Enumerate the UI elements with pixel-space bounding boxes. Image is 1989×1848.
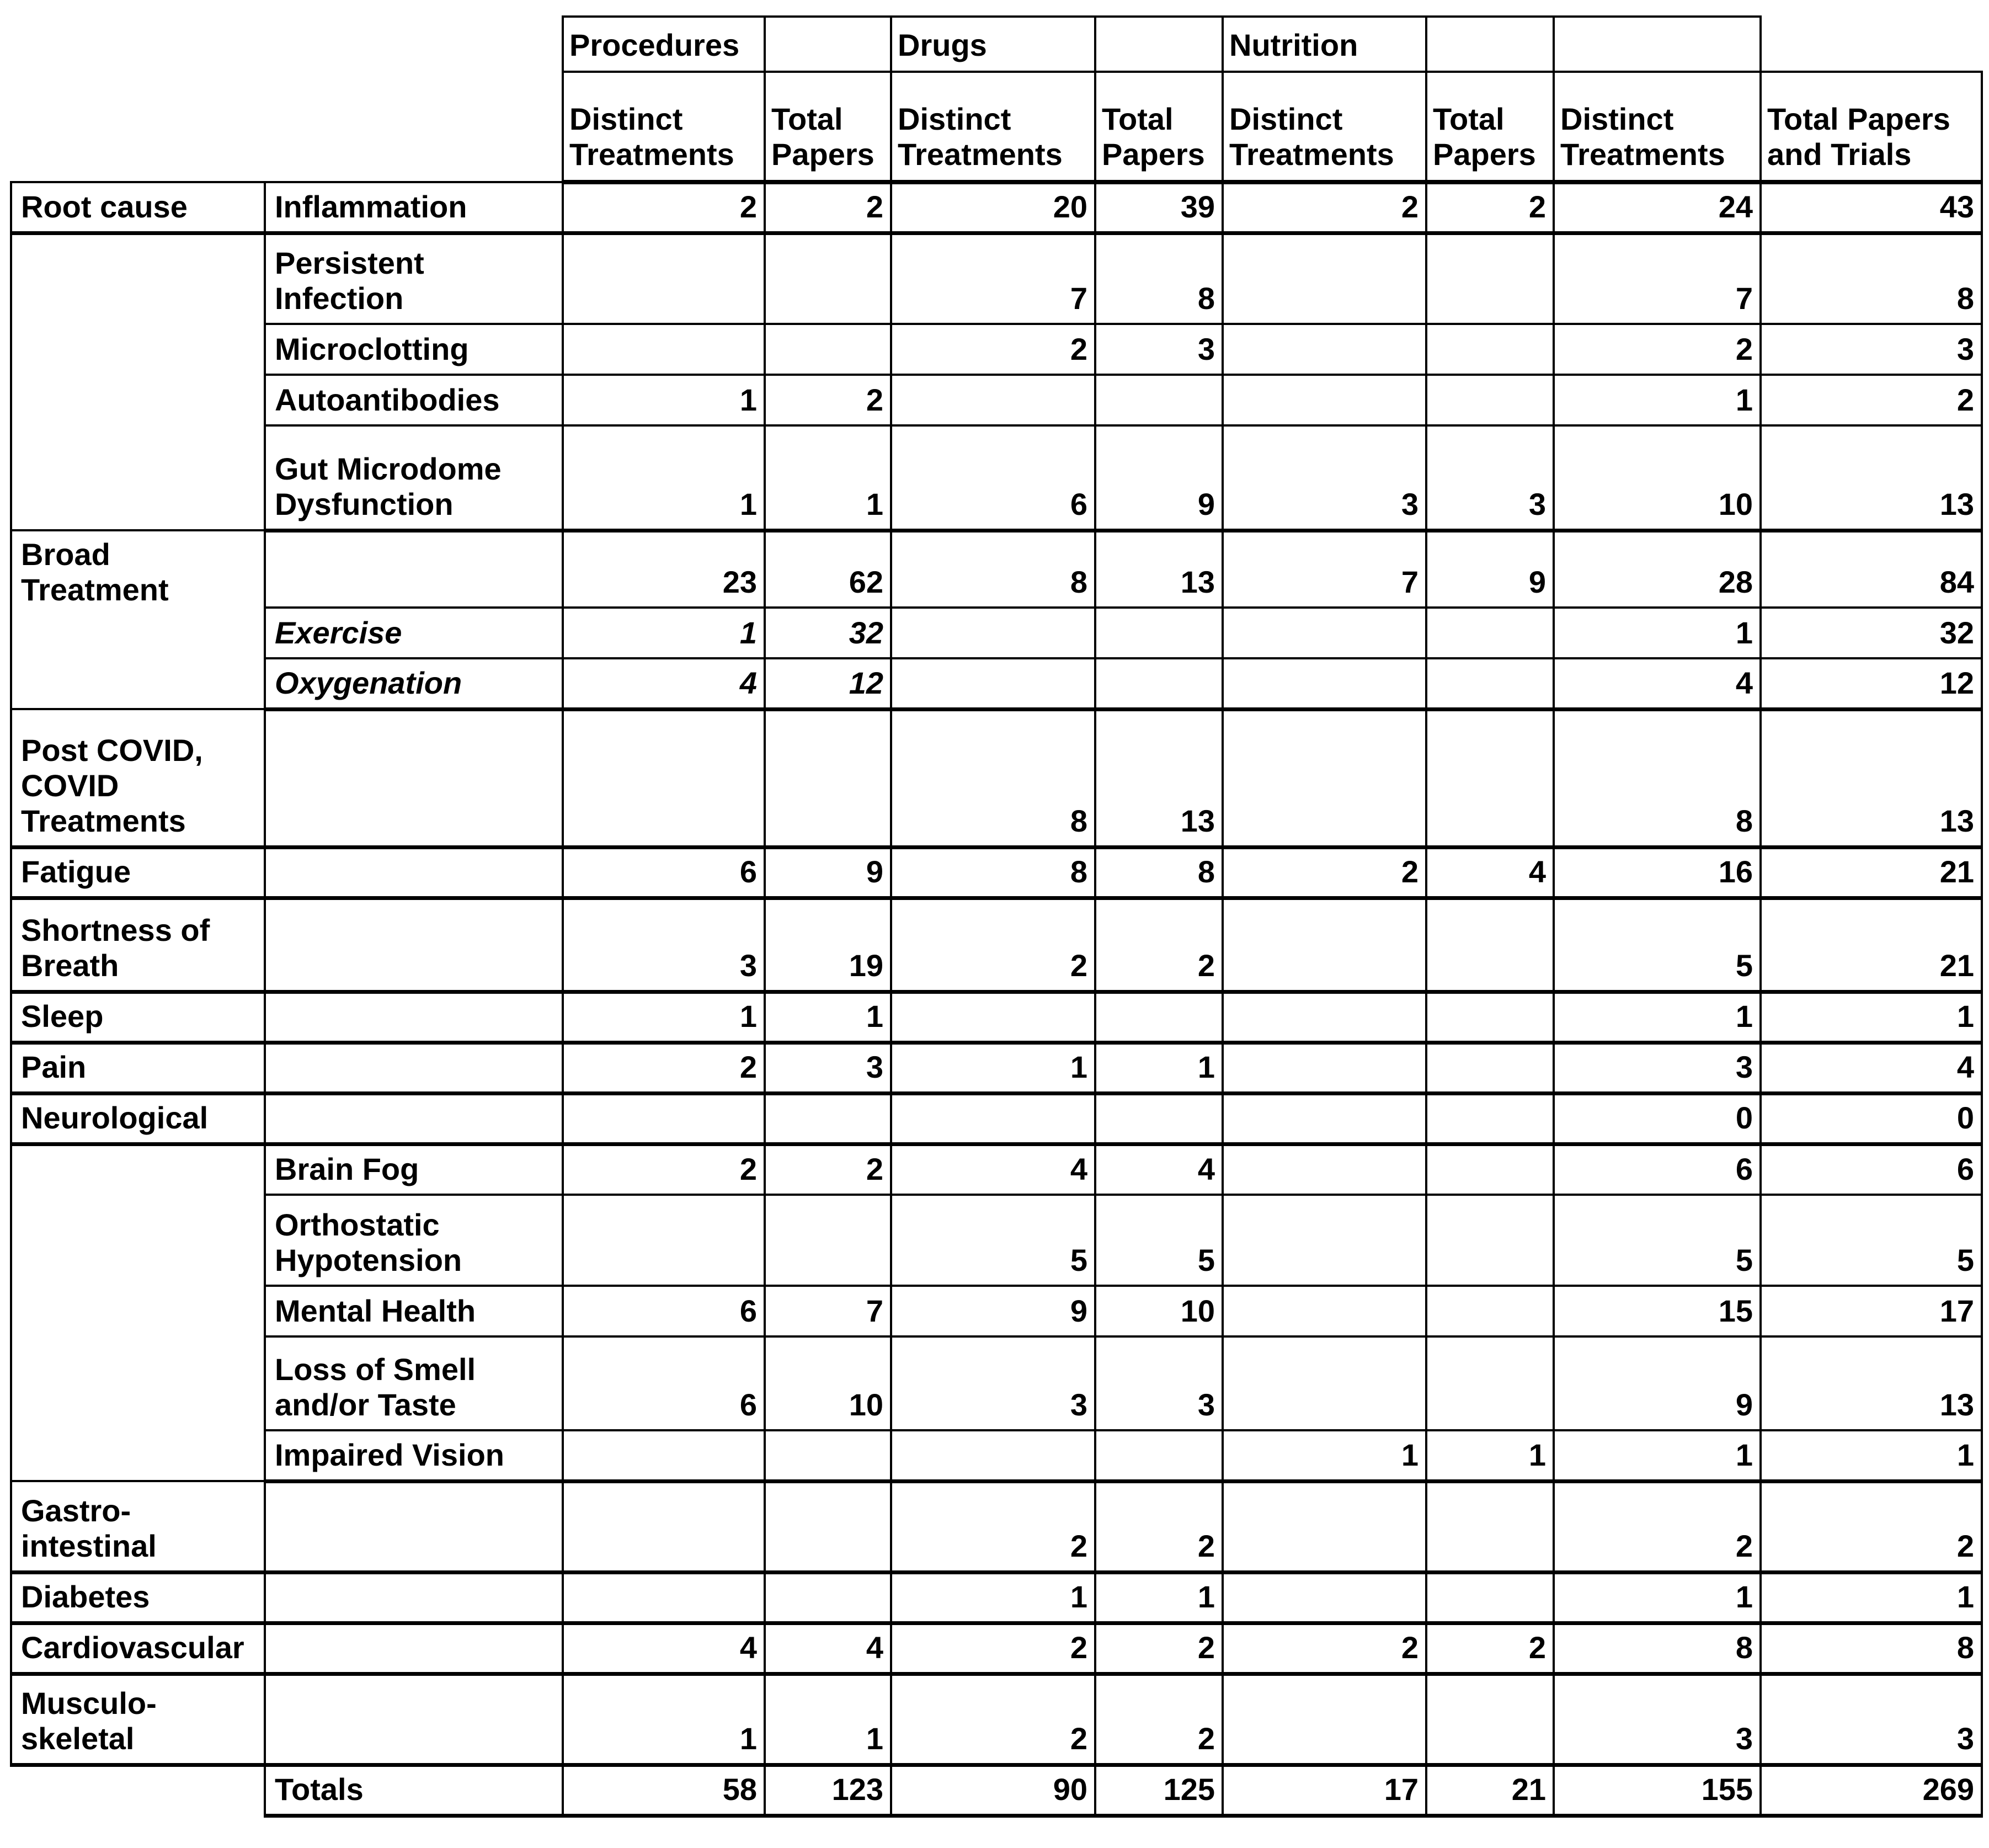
col-header-drugs-total: Total Papers [1095, 72, 1223, 182]
total-value-cell: 58 [563, 1765, 765, 1815]
value-cell: 9 [891, 1286, 1095, 1336]
category-cell: Root cause [11, 182, 265, 233]
col-group-spacer [1095, 17, 1223, 72]
value-cell: 10 [765, 1336, 891, 1430]
treatments-summary-table [10, 15, 1983, 1818]
value-cell: 43 [1761, 182, 1982, 233]
value-cell: 2 [1095, 1674, 1223, 1765]
col-group-spacer [1426, 17, 1554, 72]
value-cell [1223, 1286, 1426, 1336]
total-value-cell: 155 [1554, 1765, 1761, 1815]
subcategory-cell: Orthostatic Hypotension [265, 1195, 563, 1286]
value-cell: 2 [1761, 1481, 1982, 1572]
value-cell [1223, 608, 1426, 658]
col-group-procedures: Procedures [563, 17, 765, 72]
value-cell [1223, 324, 1426, 375]
table-row [11, 324, 1982, 375]
value-cell [1426, 1093, 1554, 1144]
value-cell: 5 [1554, 898, 1761, 992]
subcategory-cell: Impaired Vision [265, 1430, 563, 1481]
value-cell [1426, 1336, 1554, 1430]
col-header-drugs-distinct: Distinct Treatments [891, 72, 1095, 182]
value-cell [563, 1572, 765, 1623]
value-cell [1095, 608, 1223, 658]
value-cell: 3 [1761, 324, 1982, 375]
value-cell: 6 [563, 1286, 765, 1336]
category-cell: Sleep [11, 992, 265, 1042]
table-row [11, 1195, 1982, 1286]
value-cell [1223, 1195, 1426, 1286]
value-cell: 2 [1426, 182, 1554, 233]
table-row [11, 1336, 1982, 1430]
value-cell [1223, 375, 1426, 425]
subcategory-cell: Autoantibodies [265, 375, 563, 425]
value-cell: 8 [1554, 1623, 1761, 1674]
subcategory-cell [265, 1674, 563, 1765]
subcategory-cell [265, 992, 563, 1042]
value-cell: 1 [1223, 1430, 1426, 1481]
col-group-spacer [1554, 17, 1761, 72]
value-cell [891, 1430, 1095, 1481]
subcategory-cell [265, 1481, 563, 1572]
value-cell: 10 [1095, 1286, 1223, 1336]
value-cell: 9 [765, 847, 891, 898]
table-row [11, 530, 1982, 608]
table-row [11, 1144, 1982, 1195]
value-cell: 17 [1761, 1286, 1982, 1336]
subcategory-cell: Inflammation [265, 182, 563, 233]
value-cell [1223, 1144, 1426, 1195]
empty-corner-cell [11, 17, 265, 72]
value-cell: 10 [1554, 425, 1761, 530]
value-cell [1223, 233, 1426, 324]
value-cell: 2 [1223, 182, 1426, 233]
value-cell: 13 [1761, 1336, 1982, 1430]
value-cell: 8 [891, 847, 1095, 898]
value-cell [1223, 1042, 1426, 1093]
value-cell: 8 [1761, 1623, 1982, 1674]
header-row-groups [11, 17, 1982, 72]
subcategory-cell [265, 1623, 563, 1674]
value-cell: 8 [1761, 233, 1982, 324]
value-cell [1426, 375, 1554, 425]
value-cell [1095, 1430, 1223, 1481]
subcategory-cell [265, 1093, 563, 1144]
subcategory-cell [265, 709, 563, 847]
value-cell [1223, 1093, 1426, 1144]
col-group-nutrition: Nutrition [1223, 17, 1426, 72]
category-cell: Shortness of Breath [11, 898, 265, 992]
value-cell [1095, 375, 1223, 425]
subcategory-cell [265, 530, 563, 608]
table-row [11, 709, 1982, 847]
total-value-cell: 123 [765, 1765, 891, 1815]
subcategory-cell: Oxygenation [265, 658, 563, 709]
value-cell: 3 [891, 1336, 1095, 1430]
value-cell: 1 [563, 425, 765, 530]
value-cell: 2 [1095, 1481, 1223, 1572]
value-cell [1223, 709, 1426, 847]
subcategory-cell: Brain Fog [265, 1144, 563, 1195]
value-cell [563, 324, 765, 375]
value-cell: 21 [1761, 898, 1982, 992]
value-cell: 2 [1095, 1623, 1223, 1674]
value-cell: 13 [1095, 709, 1223, 847]
value-cell: 3 [1223, 425, 1426, 530]
value-cell: 12 [1761, 658, 1982, 709]
value-cell: 2 [1223, 847, 1426, 898]
value-cell [891, 658, 1095, 709]
table-row [11, 847, 1982, 898]
value-cell: 1 [1554, 375, 1761, 425]
value-cell: 2 [765, 182, 891, 233]
col-header-nutrition-total: Total Papers [1426, 72, 1554, 182]
value-cell: 20 [891, 182, 1095, 233]
value-cell: 5 [1761, 1195, 1982, 1286]
value-cell [765, 1093, 891, 1144]
value-cell [1223, 1674, 1426, 1765]
table-row [11, 233, 1982, 324]
value-cell [891, 608, 1095, 658]
value-cell: 7 [1223, 530, 1426, 608]
value-cell [1223, 898, 1426, 992]
value-cell: 2 [891, 1674, 1095, 1765]
value-cell: 2 [563, 182, 765, 233]
subcategory-cell [265, 847, 563, 898]
table-row [11, 1042, 1982, 1093]
value-cell: 2 [563, 1144, 765, 1195]
value-cell [1426, 1195, 1554, 1286]
value-cell: 62 [765, 530, 891, 608]
value-cell: 19 [765, 898, 891, 992]
subcategory-cell [265, 1572, 563, 1623]
subcategory-cell: Gut Microdome Dysfunction [265, 425, 563, 530]
value-cell: 1 [563, 1674, 765, 1765]
value-cell: 1 [1761, 1572, 1982, 1623]
col-header-procedures-distinct: Distinct Treatments [563, 72, 765, 182]
value-cell: 1 [1426, 1430, 1554, 1481]
value-cell: 24 [1554, 182, 1761, 233]
table-row [11, 1674, 1982, 1765]
value-cell: 1 [1095, 1572, 1223, 1623]
value-cell [765, 1430, 891, 1481]
value-cell: 8 [1095, 847, 1223, 898]
value-cell [1426, 658, 1554, 709]
value-cell [1426, 233, 1554, 324]
value-cell [1223, 1572, 1426, 1623]
value-cell: 8 [1095, 233, 1223, 324]
value-cell [1223, 1336, 1426, 1430]
value-cell [1426, 1481, 1554, 1572]
value-cell: 13 [1761, 425, 1982, 530]
value-cell: 2 [563, 1042, 765, 1093]
empty-corner-cell [1761, 17, 1982, 72]
table-row [11, 1286, 1982, 1336]
category-cell: Gastro-intestinal [11, 1481, 265, 1572]
value-cell [563, 1093, 765, 1144]
category-cell: Musculo-skeletal [11, 1674, 265, 1765]
value-cell: 13 [1761, 709, 1982, 847]
value-cell [765, 709, 891, 847]
value-cell: 6 [563, 847, 765, 898]
category-cell: Broad Treatment [11, 530, 265, 709]
value-cell: 3 [765, 1042, 891, 1093]
col-header-nutrition-distinct: Distinct Treatments [1223, 72, 1426, 182]
value-cell [891, 992, 1095, 1042]
value-cell: 9 [1426, 530, 1554, 608]
value-cell: 5 [1095, 1195, 1223, 1286]
value-cell [765, 324, 891, 375]
col-header-overall-total: Total Papers and Trials [1761, 72, 1982, 182]
table-row [11, 992, 1982, 1042]
value-cell: 1 [1554, 1572, 1761, 1623]
value-cell: 1 [1761, 992, 1982, 1042]
value-cell: 1 [891, 1572, 1095, 1623]
value-cell: 1 [1554, 1430, 1761, 1481]
category-cell: Fatigue [11, 847, 265, 898]
value-cell: 16 [1554, 847, 1761, 898]
value-cell [1426, 1144, 1554, 1195]
value-cell: 2 [765, 375, 891, 425]
value-cell: 4 [1426, 847, 1554, 898]
value-cell: 39 [1095, 182, 1223, 233]
value-cell [563, 709, 765, 847]
col-header-procedures-total: Total Papers [765, 72, 891, 182]
value-cell: 2 [891, 1623, 1095, 1674]
empty-corner-cell [11, 72, 265, 182]
table-row [11, 425, 1982, 530]
value-cell: 3 [563, 898, 765, 992]
value-cell: 1 [765, 425, 891, 530]
category-cell: Post COVID, COVID Treatments [11, 709, 265, 847]
value-cell: 21 [1761, 847, 1982, 898]
subcategory-cell: Mental Health [265, 1286, 563, 1336]
value-cell: 3 [1761, 1674, 1982, 1765]
value-cell [765, 233, 891, 324]
empty-corner-cell [265, 72, 563, 182]
value-cell: 1 [1554, 992, 1761, 1042]
value-cell: 8 [891, 709, 1095, 847]
total-value-cell: 269 [1761, 1765, 1982, 1815]
value-cell [1426, 1674, 1554, 1765]
value-cell [1426, 709, 1554, 847]
subcategory-cell: Microclotting [265, 324, 563, 375]
table-row [11, 1430, 1982, 1481]
value-cell: 5 [891, 1195, 1095, 1286]
value-cell: 6 [563, 1336, 765, 1430]
value-cell: 1 [1554, 608, 1761, 658]
subcategory-cell: Persistent Infection [265, 233, 563, 324]
value-cell: 3 [1554, 1674, 1761, 1765]
value-cell: 2 [891, 324, 1095, 375]
col-header-overall-distinct: Distinct Treatments [1554, 72, 1761, 182]
value-cell: 1 [891, 1042, 1095, 1093]
value-cell: 3 [1095, 1336, 1223, 1430]
value-cell: 1 [765, 1674, 891, 1765]
value-cell: 6 [1554, 1144, 1761, 1195]
value-cell: 23 [563, 530, 765, 608]
table-row [11, 898, 1982, 992]
value-cell [765, 1195, 891, 1286]
category-cell [11, 233, 265, 530]
value-cell: 1 [563, 992, 765, 1042]
subcategory-cell [265, 1042, 563, 1093]
category-cell: Diabetes [11, 1572, 265, 1623]
total-value-cell: 17 [1223, 1765, 1426, 1815]
value-cell: 4 [1761, 1042, 1982, 1093]
value-cell [1426, 992, 1554, 1042]
value-cell: 4 [765, 1623, 891, 1674]
value-cell: 13 [1095, 530, 1223, 608]
value-cell [1426, 1286, 1554, 1336]
table-row [11, 1572, 1982, 1623]
value-cell: 2 [1223, 1623, 1426, 1674]
value-cell: 2 [1554, 1481, 1761, 1572]
value-cell [1095, 992, 1223, 1042]
value-cell: 2 [891, 898, 1095, 992]
value-cell: 7 [891, 233, 1095, 324]
value-cell: 4 [1095, 1144, 1223, 1195]
value-cell: 3 [1095, 324, 1223, 375]
subcategory-cell: Exercise [265, 608, 563, 658]
table-row [11, 1093, 1982, 1144]
value-cell: 28 [1554, 530, 1761, 608]
total-value-cell: 90 [891, 1765, 1095, 1815]
value-cell: 2 [1554, 324, 1761, 375]
value-cell: 2 [1095, 898, 1223, 992]
category-cell [11, 1144, 265, 1481]
category-cell: Cardiovascular [11, 1623, 265, 1674]
value-cell: 8 [891, 530, 1095, 608]
value-cell [563, 1195, 765, 1286]
value-cell: 7 [1554, 233, 1761, 324]
value-cell [891, 1093, 1095, 1144]
value-cell: 4 [1554, 658, 1761, 709]
value-cell [1095, 1093, 1223, 1144]
value-cell: 6 [1761, 1144, 1982, 1195]
value-cell [1426, 608, 1554, 658]
header-row-columns [11, 72, 1982, 182]
value-cell: 84 [1761, 530, 1982, 608]
value-cell: 2 [1426, 1623, 1554, 1674]
table-row [11, 1481, 1982, 1572]
value-cell: 1 [563, 375, 765, 425]
value-cell: 7 [765, 1286, 891, 1336]
value-cell [1426, 1572, 1554, 1623]
totals-row [11, 1765, 1982, 1815]
value-cell: 4 [891, 1144, 1095, 1195]
table-row [11, 658, 1982, 709]
value-cell [891, 375, 1095, 425]
value-cell: 3 [1554, 1042, 1761, 1093]
value-cell [1426, 1042, 1554, 1093]
value-cell [1095, 658, 1223, 709]
value-cell: 6 [891, 425, 1095, 530]
empty-corner-cell [11, 1765, 265, 1815]
table-row [11, 1623, 1982, 1674]
col-group-spacer [765, 17, 891, 72]
value-cell: 5 [1554, 1195, 1761, 1286]
value-cell: 8 [1554, 709, 1761, 847]
value-cell: 9 [1095, 425, 1223, 530]
col-group-drugs: Drugs [891, 17, 1095, 72]
subcategory-cell: Loss of Smell and/or Taste [265, 1336, 563, 1430]
value-cell [765, 1481, 891, 1572]
value-cell: 4 [563, 1623, 765, 1674]
value-cell: 32 [1761, 608, 1982, 658]
value-cell [1426, 324, 1554, 375]
value-cell: 15 [1554, 1286, 1761, 1336]
value-cell: 2 [891, 1481, 1095, 1572]
table-row [11, 375, 1982, 425]
value-cell: 9 [1554, 1336, 1761, 1430]
empty-corner-cell [265, 17, 563, 72]
value-cell [563, 233, 765, 324]
value-cell: 1 [765, 992, 891, 1042]
subcategory-cell [265, 898, 563, 992]
category-cell: Pain [11, 1042, 265, 1093]
value-cell [563, 1481, 765, 1572]
value-cell: 2 [1761, 375, 1982, 425]
value-cell: 1 [1095, 1042, 1223, 1093]
value-cell [563, 1430, 765, 1481]
value-cell: 1 [1761, 1430, 1982, 1481]
value-cell: 4 [563, 658, 765, 709]
total-value-cell: 125 [1095, 1765, 1223, 1815]
value-cell: 0 [1554, 1093, 1761, 1144]
totals-label: Totals [265, 1765, 563, 1815]
value-cell: 32 [765, 608, 891, 658]
value-cell [1223, 658, 1426, 709]
total-value-cell: 21 [1426, 1765, 1554, 1815]
value-cell: 1 [563, 608, 765, 658]
table-row [11, 608, 1982, 658]
value-cell: 3 [1426, 425, 1554, 530]
value-cell [1426, 898, 1554, 992]
value-cell [1223, 992, 1426, 1042]
value-cell: 2 [765, 1144, 891, 1195]
category-cell: Neurological [11, 1093, 265, 1144]
value-cell: 0 [1761, 1093, 1982, 1144]
value-cell [1223, 1481, 1426, 1572]
value-cell [765, 1572, 891, 1623]
value-cell: 12 [765, 658, 891, 709]
table-row [11, 182, 1982, 233]
